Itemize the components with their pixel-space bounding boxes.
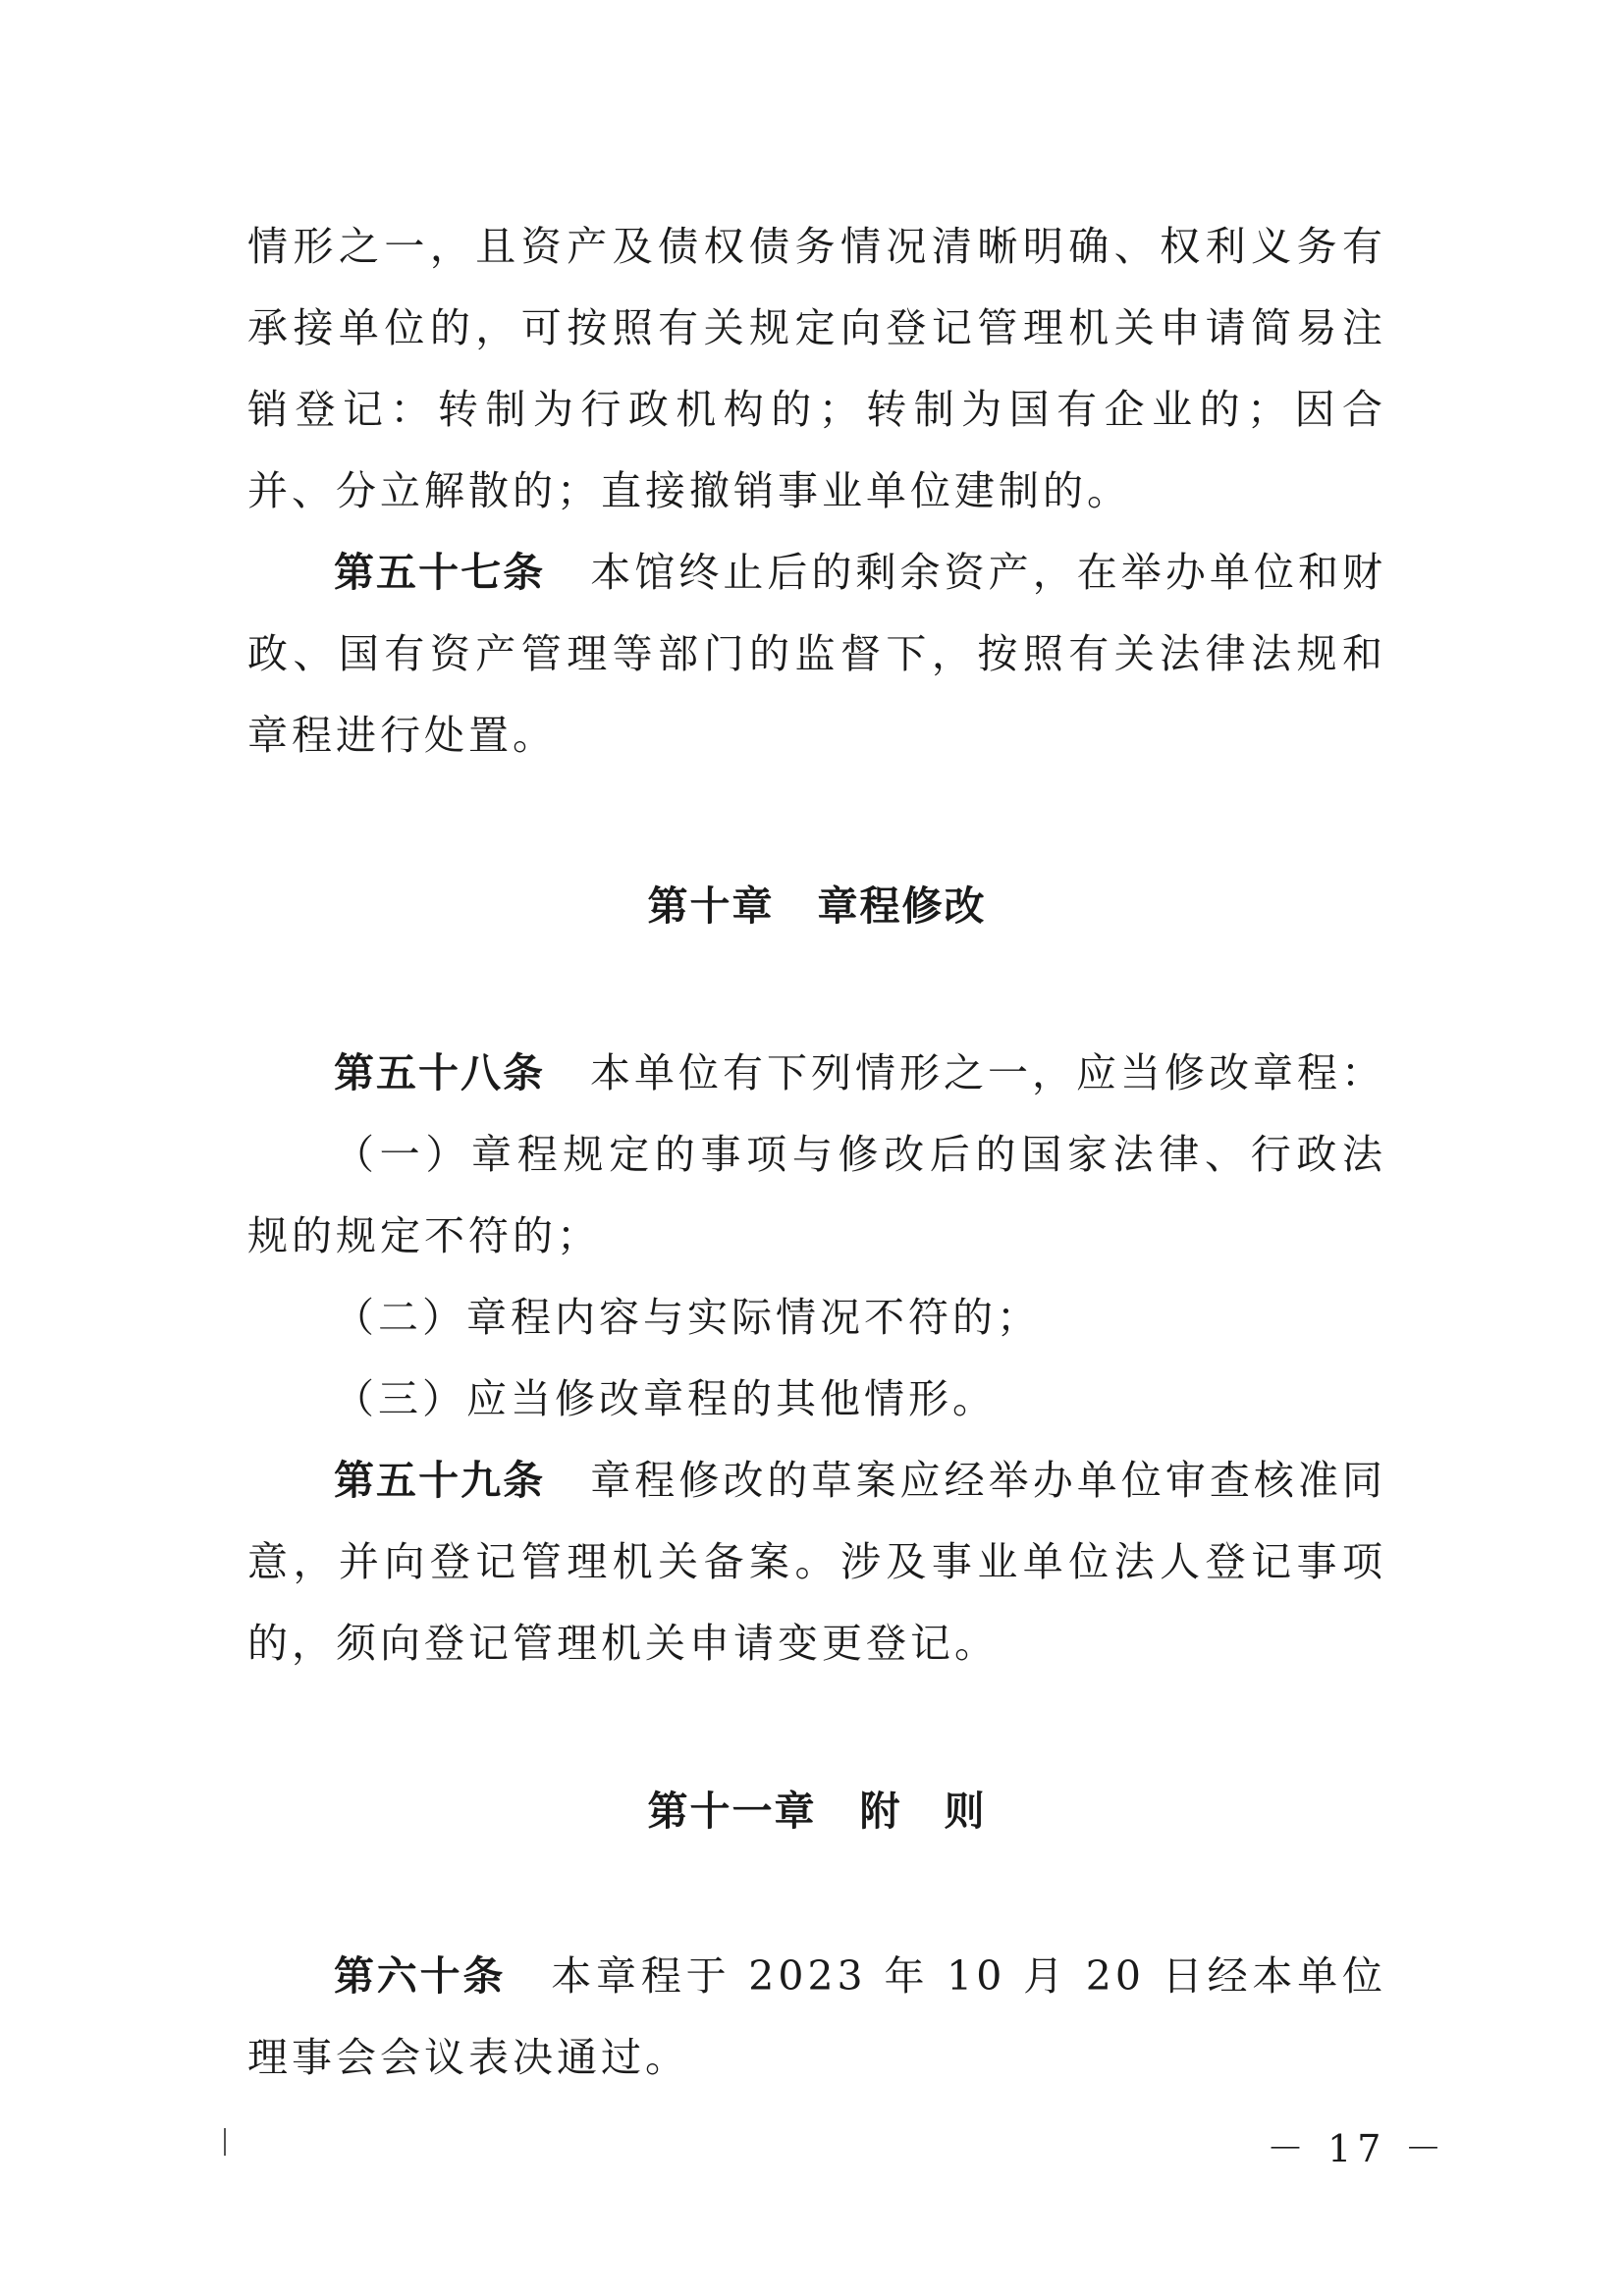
- chapter-number: 第十章: [647, 882, 775, 930]
- list-item-text: （一）章程规定的事项与修改后的国家法律、行政法规的规定不符的；: [247, 1131, 1386, 1259]
- paragraph-continuation: [247, 206, 1386, 532]
- chapter-number: 第十一章: [647, 1788, 817, 1835]
- chapter-heading-11: [247, 1779, 1386, 1837]
- article-58-item-3: [247, 1359, 1386, 1440]
- article-text: 本馆终止后的剩余资产，在举办单位和财政、国有资产管理等部门的监督下，按照有关法律法规和章程进行处置。: [247, 549, 1387, 759]
- article-59: [247, 1440, 1386, 1684]
- chapter-title: 附 则: [859, 1788, 987, 1835]
- article-58: [247, 1033, 1386, 1114]
- article-text: 章程修改的草案应经举办单位审查核准同意，并向登记管理机关备案。涉及事业单位法人登记事项的，须向登记管理机关申请变更登记。: [247, 1457, 1387, 1667]
- page-number: － 17 －: [1267, 2127, 1448, 2170]
- article-text: 本章程于 2023 年 10 月 20 日经本单位理事会会议表决通过。: [247, 1952, 1387, 2081]
- article-title: 第六十条: [334, 1952, 507, 2000]
- article-58-item-1: [247, 1114, 1386, 1277]
- article-title: 第五十八条: [334, 1049, 545, 1096]
- article-58-item-2: [247, 1277, 1386, 1359]
- article-text: 本单位有下列情形之一，应当修改章程：: [590, 1049, 1385, 1096]
- chapter-heading-10: [247, 874, 1386, 932]
- article-57: [247, 532, 1386, 776]
- binding-mark: [224, 2128, 226, 2156]
- article-title: 第五十七条: [334, 549, 546, 596]
- chapter-title: 章程修改: [817, 882, 987, 930]
- list-item-text: （二）章程内容与实际情况不符的；: [334, 1294, 1041, 1341]
- article-title: 第五十九条: [334, 1457, 546, 1504]
- list-item-text: （三）应当修改章程的其他情形。: [334, 1375, 997, 1422]
- paragraph-text: 情形之一，且资产及债权债务情况清晰明确、权利义务有承接单位的，可按照有关规定向登记管理机关申请简易注销登记：转制为行政机构的；转制为国有企业的；因合并、分立解散的；直接撤销事业单位建制的。: [247, 223, 1386, 514]
- article-60: [247, 1936, 1386, 2099]
